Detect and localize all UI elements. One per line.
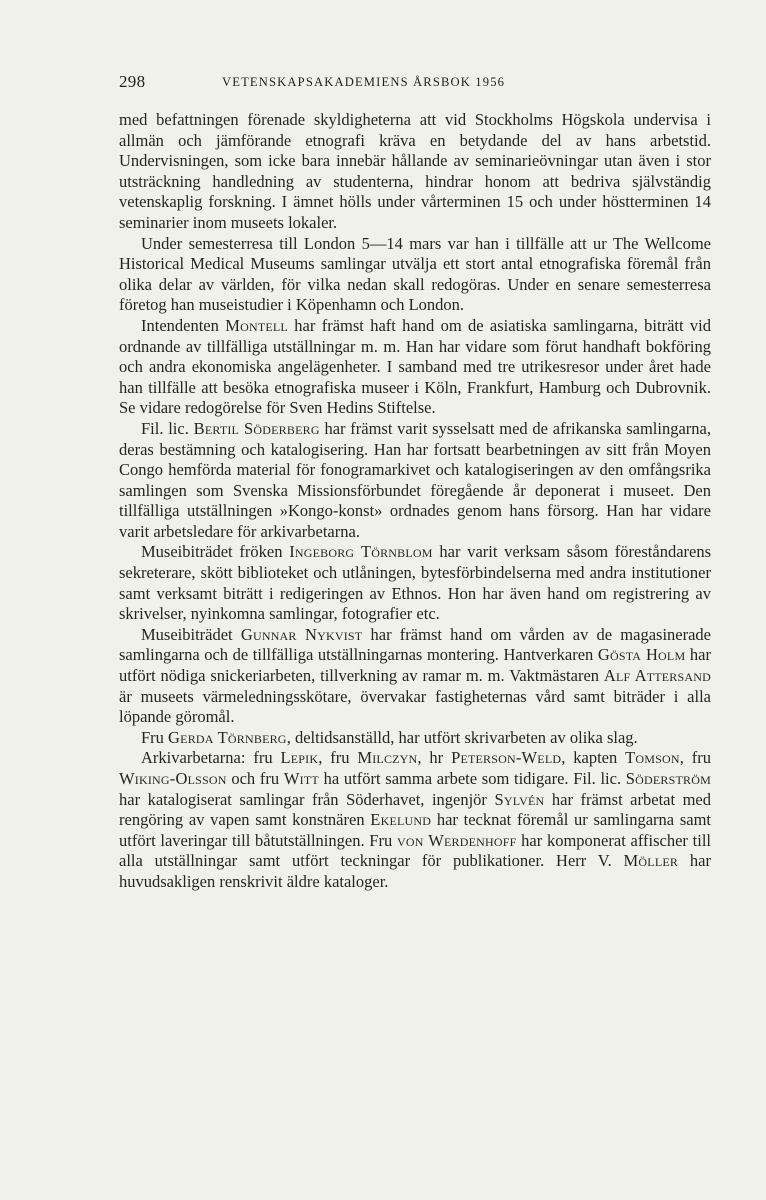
paragraph bbox=[119, 542, 711, 624]
person-name: Peterson-Weld bbox=[451, 748, 562, 768]
person-name: Ekelund bbox=[370, 810, 432, 830]
paragraph-text: har varit verksam såsom föreståndarens sekreterare, skött biblioteket och utlåningen, bytesförbindelserna med andra institutioner samt verksamt biträtt i redigeringen av Ethnos. Hon har även hand om registrering av skrivelser, nyinkomna samlingar, fotografier etc. bbox=[119, 542, 712, 624]
paragraph-text: , deltidsanställd, har utfört skrivarbeten av olika slag. bbox=[286, 727, 638, 747]
paragraph bbox=[119, 110, 711, 234]
person-name: Bertil Söderberg bbox=[193, 418, 320, 438]
page-header bbox=[119, 72, 711, 94]
person-name: Alf Attersand bbox=[603, 666, 711, 686]
person-name: Gunnar Nykvist bbox=[240, 624, 363, 644]
paragraph-text: Museibiträdet bbox=[141, 624, 241, 644]
paragraph-text: , fru bbox=[679, 748, 711, 768]
paragraph-text: har främst arbetat med rengöring av vapen samt konstnären bbox=[119, 789, 711, 830]
person-name: Tomson bbox=[625, 748, 680, 768]
paragraph-text: har främst varit sysselsatt med de afrikanska samlingarna, deras bestämning och katalogisering. Han har fortsatt bearbetningen av sitt från Moyen Congo hemförda material för fonogramarkivet och katalogiseringen av den omfångsrika samlingen som Svenska Missionsförbundet föregående år deponerat i museet. Den tillfälliga utställningen »Kongo-konst» ordnades genom hans försorg. Han har vidare varit arbetsledare för arkivarbetarna. bbox=[119, 418, 711, 541]
paragraph-text: Arkivarbetarna: fru bbox=[141, 748, 281, 768]
paragraph-text: har främst haft hand om de asiatiska samlingarna, biträtt vid ordnande av tillfälliga utställningar m. m. Han har vidare som förut handhaft bokföring och andra ekonomiska angelägenheter. I samband med tre utrikesresor under året hade han tillfälle att besöka etnografiska museer i Köln, Frankfurt, Hamburg och Dubrovnik. Se vidare redogörelse för Sven Hedins Stiftelse. bbox=[119, 315, 711, 418]
person-name: Ingeborg Törnblom bbox=[289, 542, 433, 562]
paragraph-text: , kapten bbox=[561, 748, 626, 768]
paragraph-text: har tecknat föremål ur samlingarna samt utfört laveringar till båtutställningen. Fru bbox=[119, 810, 711, 850]
paragraph-text: är museets värmeledningsskötare, övervakar fastigheternas vård samt biträder i alla löpande göromål. bbox=[119, 686, 711, 727]
paragraph bbox=[119, 316, 711, 419]
person-name: von Werdenhoff bbox=[396, 830, 517, 850]
page-number: 298 bbox=[119, 72, 146, 91]
paragraph-text: har utfört nödiga snickeriarbeten, tillverkning av ramar m. m. Vaktmästaren bbox=[119, 645, 711, 686]
running-title: VETENSKAPSAKADEMIENS ÅRSBOK 1956 bbox=[222, 75, 506, 89]
paragraph-text: Intendenten bbox=[141, 315, 226, 335]
person-name: Söderström bbox=[625, 769, 711, 788]
person-name: Gösta Holm bbox=[597, 645, 686, 665]
person-name: Milczyn bbox=[357, 748, 418, 768]
paragraph-text: med befattningen förenade skyldigheterna att vid Stockholms Högskola undervisa i allmän och jämförande etnografi kräva en betydande del av hans arbetstid. Undervisningen, som icke bara innebär hållande av seminarieövningar utan även i stor utsträckning handledning av studenterna, hindrar honom att bedriva självständig vetenskaplig forskning. I ämnet hölls under vårterminen 15 och under höstterminen 14 seminarier inom museets lokaler. bbox=[119, 110, 711, 232]
paragraph-text: har komponerat affischer till alla utställningar samt utfört teckningar för publikationer. Herr V. bbox=[119, 830, 711, 871]
paragraph-text: och fru bbox=[226, 769, 284, 788]
paragraph bbox=[119, 728, 711, 749]
paragraph bbox=[119, 748, 711, 892]
paragraph bbox=[119, 234, 711, 316]
person-name: Lepik bbox=[280, 748, 319, 768]
person-name: Montell bbox=[225, 315, 288, 335]
person-name: Witt bbox=[283, 769, 319, 788]
paragraph-text: Fru bbox=[141, 727, 169, 747]
paragraph-text: , hr bbox=[417, 748, 452, 768]
body-text bbox=[119, 110, 711, 893]
paragraph-text: ha utfört samma arbete som tidigare. Fil. lic. bbox=[318, 769, 626, 788]
person-name: Gerda Törnberg bbox=[168, 727, 287, 747]
paragraph-text: Fil. lic. bbox=[141, 418, 194, 438]
person-name: Sylvén bbox=[494, 789, 545, 809]
paragraph bbox=[119, 419, 711, 543]
paragraph-text: har huvudsakligen renskrivit äldre kataloger. bbox=[119, 851, 711, 891]
paragraph-text: Under semesterresa till London 5—14 mars var han i tillfälle att ur The Wellcome Historical Medical Museums samlingar utvälja ett stort antal etnografiska föremål från olika delar av världen, för vilka nedan skall redogöras. Under en senare semesterresa företog han museistudier i Köpenhamn och London. bbox=[119, 233, 711, 315]
paragraph-text: , fru bbox=[318, 748, 358, 768]
paragraph-text: har katalogiserat samlingar från Söderhavet, ingenjör bbox=[119, 789, 495, 809]
paragraph bbox=[119, 625, 711, 728]
person-name: Wiking-Olsson bbox=[119, 769, 227, 788]
paragraph-text: har främst hand om vården av de magasinerade samlingarna och de tillfälliga utställningarnas montering. Hantverkaren bbox=[119, 624, 711, 665]
person-name: Möller bbox=[623, 851, 679, 871]
paragraph-text: Museibiträdet fröken bbox=[141, 542, 290, 562]
